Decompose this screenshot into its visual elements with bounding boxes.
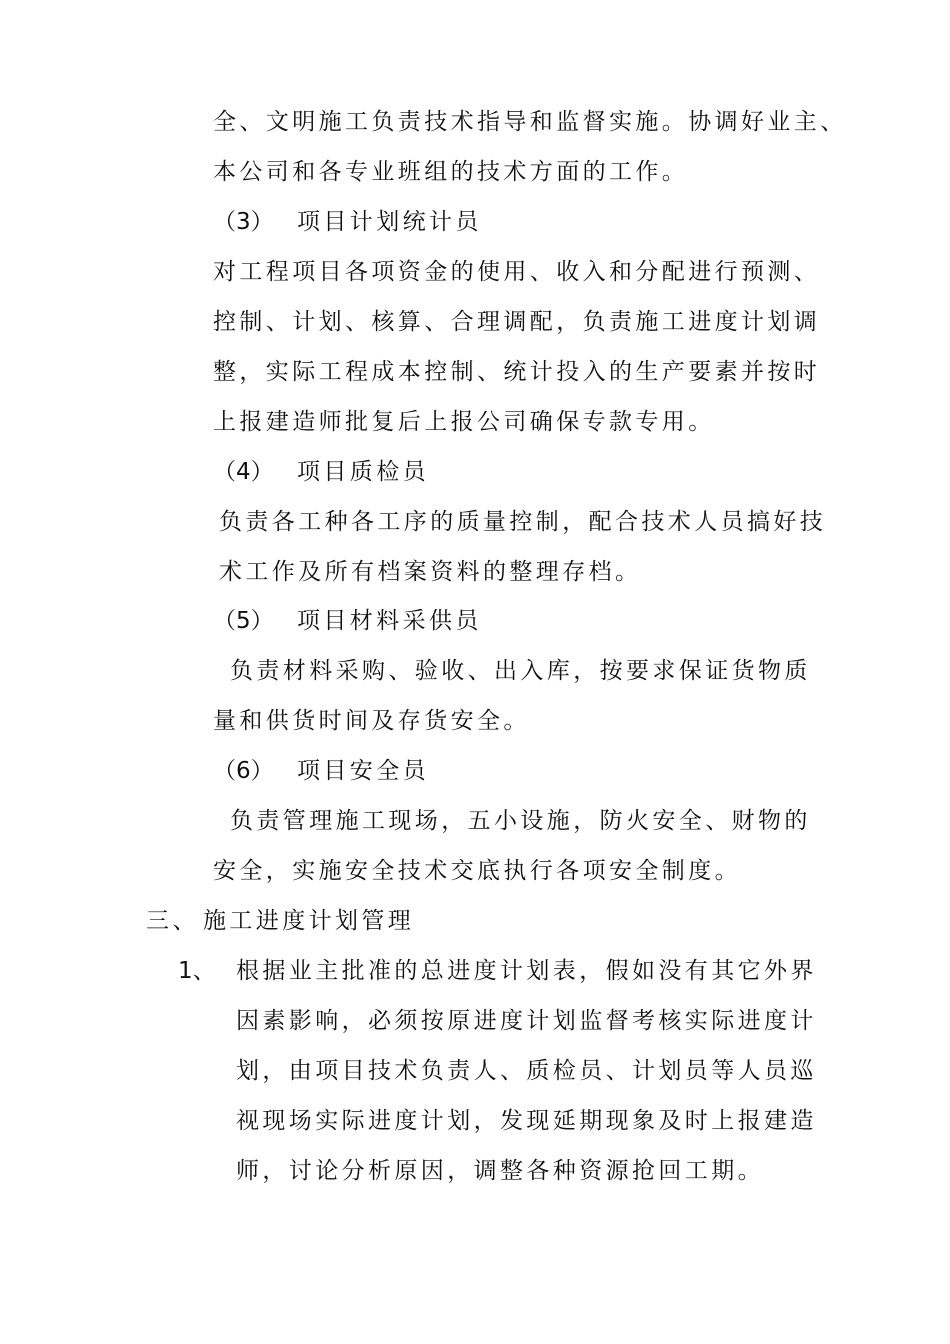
body-text-line: 上报建造师批复后上报公司确保专款专用。 bbox=[213, 409, 715, 435]
body-text-line: 视现场实际进度计划，发现延期现象及时上报建造 bbox=[236, 1108, 817, 1134]
body-text-line: 根据业主批准的总进度计划表，假如没有其它外界 bbox=[236, 958, 817, 984]
body-text-line: 划，由项目技术负责人、质检员、计划员等人员巡 bbox=[236, 1058, 817, 1084]
item-heading: 项目计划统计员 bbox=[297, 209, 482, 235]
body-text-line: 安全，实施安全技术交底执行各项安全制度。 bbox=[213, 858, 741, 884]
body-text-line: 量和供货时间及存货安全。 bbox=[213, 708, 530, 734]
item-heading: 项目质检员 bbox=[297, 459, 429, 485]
item-heading: 项目材料采供员 bbox=[297, 608, 482, 634]
item-number: （5） bbox=[213, 608, 274, 634]
body-text-line: 师，讨论分析原因，调整各种资源抢回工期。 bbox=[236, 1158, 764, 1184]
item-number: （6） bbox=[213, 758, 274, 784]
body-text-line: 负责管理施工现场，五小设施，防火安全、财物的 bbox=[230, 808, 811, 834]
item-number: （4） bbox=[213, 459, 274, 485]
body-text-line: 整，实际工程成本控制、统计投入的生产要素并按时 bbox=[213, 359, 821, 385]
list-number: 1、 bbox=[178, 958, 216, 984]
body-text-line: 对工程项目各项资金的使用、收入和分配进行预测、 bbox=[213, 259, 821, 285]
section-number: 三、 bbox=[146, 908, 199, 934]
body-text-line: 本公司和各专业班组的技术方面的工作。 bbox=[213, 159, 689, 185]
body-text-line: 负责各工种各工序的质量控制，配合技术人员搞好技 bbox=[219, 509, 827, 535]
body-text-line: 全、文明施工负责技术指导和监督实施。协调好业主、 bbox=[213, 109, 847, 135]
section-heading: 施工进度计划管理 bbox=[203, 908, 415, 934]
item-number: （3） bbox=[213, 209, 274, 235]
body-text-line: 控制、计划、核算、合理调配，负责施工进度计划调 bbox=[213, 309, 821, 335]
item-heading: 项目安全员 bbox=[297, 758, 429, 784]
body-text-line: 负责材料采购、验收、出入库，按要求保证货物质 bbox=[230, 658, 811, 684]
body-text-line: 因素影响，必须按原进度计划监督考核实际进度计 bbox=[236, 1008, 817, 1034]
body-text-line: 术工作及所有档案资料的整理存档。 bbox=[219, 559, 642, 585]
